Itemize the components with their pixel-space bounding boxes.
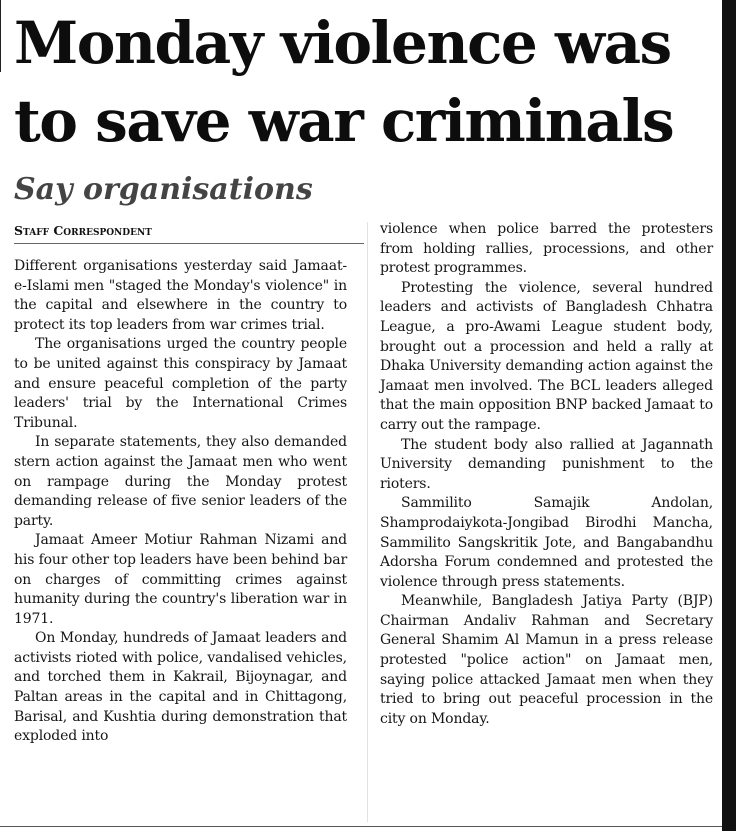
paragraph: Sammilito Samajik Andolan, Shamprodaiykota-Jongibad Birodhi Mancha, Sammilito Sangskritik Jote, and Bangabandhu Adorsha Forum condemned and protested the violence through press statements.: [380, 495, 713, 590]
headline: [14, 4, 719, 160]
headline-line-1: Monday violence was: [14, 9, 671, 77]
paragraph: On Monday, hundreds of Jamaat leaders and activists rioted with police, vandalised vehicles, and torched them in Kakrail, Bijoynagar, and Paltan areas in the capital and in Chittagong, Barisal, and Kushtia during demonstration that exploded into: [14, 630, 347, 745]
article-column-right: [380, 220, 713, 729]
paragraph: In separate statements, they also demanded stern action against the Jamaat men who went on rampage during the Monday protest demanding release of five senior leaders of the party.: [14, 434, 347, 529]
paragraph: The organisations urged the country people to be united against this conspiracy by Jamaat and ensure peaceful completion of the party leaders' trial by the International Crimes Tribunal.: [14, 336, 347, 431]
paragraph: Different organisations yesterday said Jamaat-e-Islami men "staged the Monday's violence" in the capital and elsewhere in the country to protect its top leaders from war crimes trial.: [14, 258, 347, 333]
article-column-left: [14, 257, 347, 747]
paragraph: Jamaat Ameer Motiur Rahman Nizami and his four other top leaders have been behind bar on charges of committing crimes against humanity during the country's liberation war in 1971.: [14, 532, 347, 627]
bottom-rule: [0, 826, 722, 827]
headline-line-2: to save war criminals: [14, 87, 674, 155]
column-divider: [367, 222, 368, 822]
left-margin-rule: [0, 0, 1, 72]
page-edge-bar: [722, 0, 736, 831]
paragraph: Meanwhile, Bangladesh Jatiya Party (BJP) Chairman Andaliv Rahman and Secretary General Shamim Al Mamun in a press release protested "police action" on Jamaat men, saying police attacked Jamaat men when they tried to bring out peaceful procession in the city on Monday.: [380, 593, 713, 727]
paragraph: The student body also rallied at Jagannath University demanding punishment to the rioters.: [380, 436, 713, 492]
paragraph-continued: violence when police barred the protesters from holding rallies, processions, and other protest programmes.: [380, 221, 713, 277]
subheadline: Say organisations: [14, 172, 313, 207]
byline: Staff Correspondent: [14, 221, 364, 244]
paragraph: Protesting the violence, several hundred leaders and activists of Bangladesh Chhatra League, a pro-Awami League student body, brought out a procession and held a rally at Dhaka University demanding action against the Jamaat men involved. The BCL leaders alleged that the main opposition BNP backed Jamaat to carry out the rampage.: [380, 279, 713, 433]
